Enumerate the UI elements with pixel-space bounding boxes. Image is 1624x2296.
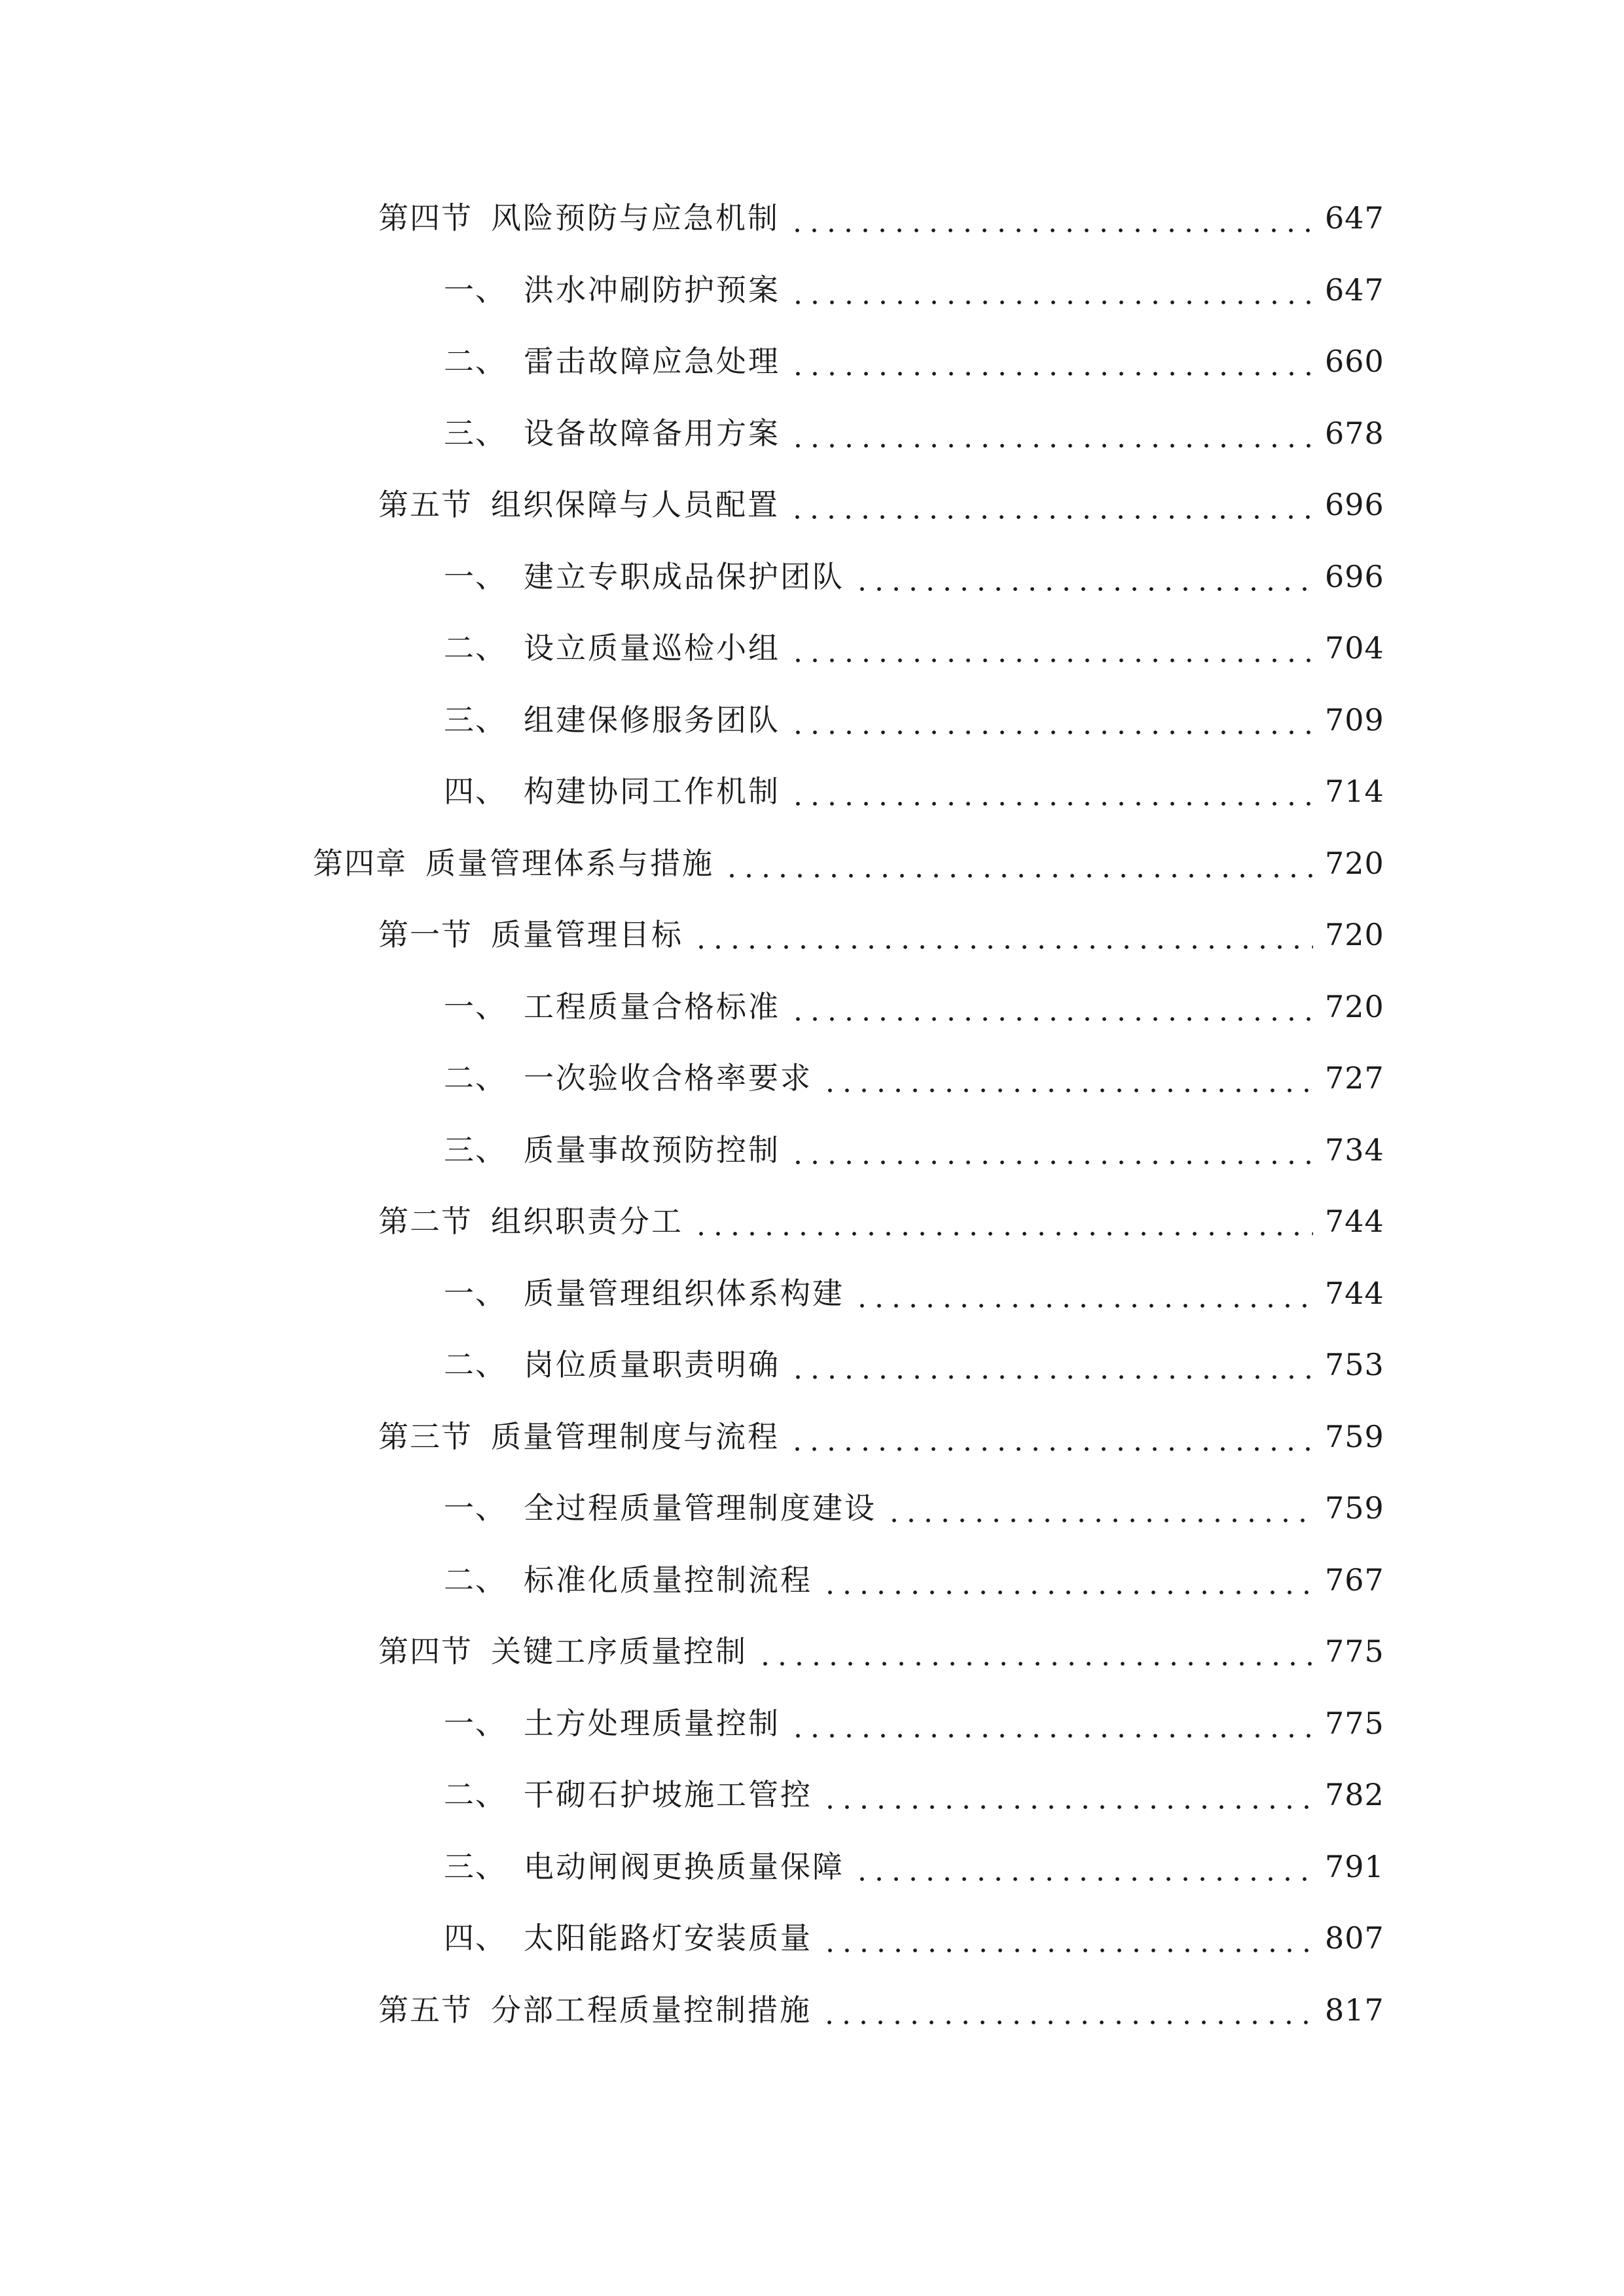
toc-entry-number: 第四节 bbox=[378, 200, 473, 236]
dot-leader bbox=[821, 1054, 1313, 1102]
toc-entry[interactable] bbox=[0, 481, 1624, 528]
toc-entry-content bbox=[378, 911, 1384, 958]
dot-leader bbox=[789, 481, 1313, 528]
dot-leader bbox=[789, 338, 1313, 385]
toc-entry-title: 土方处理质量控制 bbox=[524, 1706, 780, 1741]
toc-entry-number: 一、 bbox=[444, 989, 507, 1024]
toc-entry-page: 759 bbox=[1325, 1419, 1384, 1454]
toc-entry[interactable] bbox=[0, 338, 1624, 385]
toc-entry-number: 三、 bbox=[444, 1132, 507, 1168]
toc-entry-page: 767 bbox=[1325, 1562, 1384, 1598]
toc-entry-content bbox=[378, 1198, 1384, 1245]
dot-leader bbox=[886, 1484, 1313, 1532]
toc-entry-content bbox=[444, 553, 1384, 600]
toc-entry[interactable] bbox=[0, 266, 1624, 314]
dot-leader bbox=[789, 696, 1313, 744]
toc-entry-title: 构建协同工作机制 bbox=[524, 774, 780, 809]
toc-entry-page: 720 bbox=[1325, 989, 1384, 1024]
toc-entry-page: 727 bbox=[1325, 1060, 1384, 1096]
toc-entry-title: 风险预防与应急机制 bbox=[491, 200, 780, 236]
toc-entry-title: 质量管理制度与流程 bbox=[491, 1419, 780, 1454]
toc-entry-content bbox=[444, 1484, 1384, 1532]
toc-entry-title: 洪水冲刷防护预案 bbox=[524, 272, 780, 308]
toc-entry-content bbox=[444, 266, 1384, 314]
dot-leader bbox=[821, 1556, 1313, 1604]
toc-entry-number: 二、 bbox=[444, 1347, 507, 1382]
toc-entry-page: 817 bbox=[1325, 1992, 1384, 2028]
toc-entry-number: 一、 bbox=[444, 272, 507, 308]
dot-leader bbox=[821, 1771, 1313, 1818]
toc-entry-content bbox=[378, 194, 1384, 242]
toc-entry-page: 696 bbox=[1325, 487, 1384, 522]
toc-entry-content bbox=[444, 983, 1384, 1030]
toc-entry-title: 组织保障与人员配置 bbox=[491, 487, 780, 522]
toc-entry-title: 质量管理目标 bbox=[491, 917, 683, 952]
toc-entry-title: 质量管理体系与措施 bbox=[425, 846, 714, 881]
toc-entry-number: 四、 bbox=[444, 1920, 507, 1956]
dot-leader bbox=[723, 840, 1313, 887]
toc-entry-content bbox=[444, 1556, 1384, 1604]
toc-entry-page: 782 bbox=[1325, 1777, 1384, 1812]
toc-entry[interactable] bbox=[0, 1914, 1624, 1962]
toc-entry-number: 第五节 bbox=[378, 1992, 473, 2028]
toc-entry-content bbox=[378, 1628, 1384, 1675]
dot-leader bbox=[693, 1198, 1313, 1245]
toc-entry-number: 三、 bbox=[444, 702, 507, 738]
toc-entry[interactable] bbox=[0, 983, 1624, 1030]
toc-entry-number: 一、 bbox=[444, 559, 507, 594]
dot-leader bbox=[757, 1628, 1313, 1675]
toc-entry-title: 干砌石护坡施工管控 bbox=[524, 1777, 812, 1812]
toc-entry-number: 第四章 bbox=[313, 846, 407, 881]
toc-entry[interactable] bbox=[0, 1341, 1624, 1388]
toc-entry-number: 第三节 bbox=[378, 1419, 473, 1454]
toc-entry-title: 设立质量巡检小组 bbox=[524, 630, 780, 666]
toc-entry-content bbox=[378, 1413, 1384, 1460]
toc-entry-page: 720 bbox=[1325, 846, 1384, 881]
toc-entry-content bbox=[444, 410, 1384, 457]
dot-leader bbox=[789, 194, 1313, 242]
toc-entry-title: 岗位质量职责明确 bbox=[524, 1347, 780, 1382]
toc-entry-title: 太阳能路灯安装质量 bbox=[524, 1920, 812, 1956]
toc-entry-page: 714 bbox=[1325, 774, 1384, 809]
toc-entry-title: 建立专职成品保护团队 bbox=[524, 559, 844, 594]
toc-entry-number: 第四节 bbox=[378, 1634, 473, 1669]
toc-entry-title: 标准化质量控制流程 bbox=[524, 1562, 812, 1598]
toc-entry-number: 二、 bbox=[444, 1060, 507, 1096]
toc-entry[interactable] bbox=[0, 624, 1624, 672]
toc-entry-title: 雷击故障应急处理 bbox=[524, 344, 780, 379]
toc-entry-title: 关键工序质量控制 bbox=[491, 1634, 748, 1669]
toc-entry[interactable] bbox=[0, 194, 1624, 242]
toc-entry-content bbox=[444, 768, 1384, 815]
toc-entry-content bbox=[378, 481, 1384, 528]
toc-entry[interactable] bbox=[0, 1484, 1624, 1532]
toc-entry-content bbox=[444, 1914, 1384, 1962]
toc-entry[interactable] bbox=[0, 1413, 1624, 1460]
toc-entry-page: 734 bbox=[1325, 1132, 1384, 1168]
toc-entry-content bbox=[378, 1986, 1384, 2034]
dot-leader bbox=[854, 553, 1313, 600]
toc-entry-number: 二、 bbox=[444, 630, 507, 666]
dot-leader bbox=[789, 410, 1313, 457]
toc-entry-page: 753 bbox=[1325, 1347, 1384, 1382]
toc-entry-page: 791 bbox=[1325, 1849, 1384, 1884]
dot-leader bbox=[789, 983, 1313, 1030]
dot-leader bbox=[693, 911, 1313, 958]
toc-entry[interactable] bbox=[0, 1556, 1624, 1604]
toc-entry-number: 一、 bbox=[444, 1276, 507, 1311]
toc-entry-page: 647 bbox=[1325, 272, 1384, 308]
toc-entry[interactable] bbox=[0, 1628, 1624, 1675]
toc-entry-content bbox=[444, 1126, 1384, 1174]
toc-entry-page: 709 bbox=[1325, 702, 1384, 738]
toc-entry[interactable] bbox=[0, 768, 1624, 815]
toc-entry-page: 775 bbox=[1325, 1706, 1384, 1741]
toc-entry[interactable] bbox=[0, 1126, 1624, 1174]
toc-entry[interactable] bbox=[0, 1986, 1624, 2034]
toc-entry[interactable] bbox=[0, 1843, 1624, 1890]
toc-entry-number: 第一节 bbox=[378, 917, 473, 952]
toc-entry-number: 一、 bbox=[444, 1706, 507, 1741]
toc-entry-content bbox=[444, 1341, 1384, 1388]
toc-entry-title: 一次验收合格率要求 bbox=[524, 1060, 812, 1096]
toc-entry-number: 二、 bbox=[444, 344, 507, 379]
toc-entry[interactable] bbox=[0, 1771, 1624, 1818]
toc-entry-title: 分部工程质量控制措施 bbox=[491, 1992, 812, 2028]
toc-entry[interactable] bbox=[0, 911, 1624, 958]
toc-entry-page: 696 bbox=[1325, 559, 1384, 594]
toc-entry-page: 775 bbox=[1325, 1634, 1384, 1669]
dot-leader bbox=[789, 1700, 1313, 1747]
dot-leader bbox=[821, 1986, 1313, 2034]
toc-entry[interactable] bbox=[0, 696, 1624, 744]
toc-entry-page: 678 bbox=[1325, 416, 1384, 451]
toc-entry-number: 二、 bbox=[444, 1562, 507, 1598]
toc-entry-content bbox=[444, 1270, 1384, 1317]
toc-entry[interactable] bbox=[0, 1198, 1624, 1245]
toc-entry[interactable] bbox=[0, 1270, 1624, 1317]
toc-entry[interactable] bbox=[0, 1700, 1624, 1747]
toc-entry-content bbox=[444, 1054, 1384, 1102]
toc-entry[interactable] bbox=[0, 553, 1624, 600]
toc-entry-page: 744 bbox=[1325, 1276, 1384, 1311]
toc-entry-number: 四、 bbox=[444, 774, 507, 809]
toc-entry-content bbox=[444, 624, 1384, 672]
toc-entry-content bbox=[444, 1700, 1384, 1747]
toc-entry-title: 质量事故预防控制 bbox=[524, 1132, 780, 1168]
toc-entry-content bbox=[444, 338, 1384, 385]
toc-entry-title: 设备故障备用方案 bbox=[524, 416, 780, 451]
toc-entry-title: 全过程质量管理制度建设 bbox=[524, 1490, 876, 1526]
dot-leader bbox=[854, 1270, 1313, 1317]
toc-entry-title: 工程质量合格标准 bbox=[524, 989, 780, 1024]
dot-leader bbox=[789, 768, 1313, 815]
toc-entry-title: 质量管理组织体系构建 bbox=[524, 1276, 844, 1311]
toc-entry-number: 第二节 bbox=[378, 1204, 473, 1239]
toc-entry-page: 807 bbox=[1325, 1920, 1384, 1956]
toc-entry-number: 二、 bbox=[444, 1777, 507, 1812]
toc-entry-content bbox=[444, 696, 1384, 744]
toc-entry[interactable] bbox=[0, 840, 1624, 887]
dot-leader bbox=[789, 624, 1313, 672]
toc-entry-title: 电动闸阀更换质量保障 bbox=[524, 1849, 844, 1884]
toc-entry-page: 660 bbox=[1325, 344, 1384, 379]
dot-leader bbox=[789, 1126, 1313, 1174]
toc-entry-number: 第五节 bbox=[378, 487, 473, 522]
toc-entry-page: 647 bbox=[1325, 200, 1384, 236]
toc-entry-title: 组织职责分工 bbox=[491, 1204, 683, 1239]
toc-entry-content bbox=[444, 1771, 1384, 1818]
dot-leader bbox=[854, 1843, 1313, 1890]
toc-entry-title: 组建保修服务团队 bbox=[524, 702, 780, 738]
toc-entry-page: 744 bbox=[1325, 1204, 1384, 1239]
toc-entry-page: 759 bbox=[1325, 1490, 1384, 1526]
toc-entry-content bbox=[313, 840, 1384, 887]
dot-leader bbox=[789, 1341, 1313, 1388]
toc-entry[interactable] bbox=[0, 1054, 1624, 1102]
dot-leader bbox=[789, 266, 1313, 314]
dot-leader bbox=[821, 1914, 1313, 1962]
toc-entry-number: 三、 bbox=[444, 1849, 507, 1884]
toc-entry-content bbox=[444, 1843, 1384, 1890]
toc-entry-number: 三、 bbox=[444, 416, 507, 451]
toc-entry[interactable] bbox=[0, 410, 1624, 457]
dot-leader bbox=[789, 1413, 1313, 1460]
toc-entry-number: 一、 bbox=[444, 1490, 507, 1526]
toc-entry-page: 704 bbox=[1325, 630, 1384, 666]
toc-entry-page: 720 bbox=[1325, 917, 1384, 952]
